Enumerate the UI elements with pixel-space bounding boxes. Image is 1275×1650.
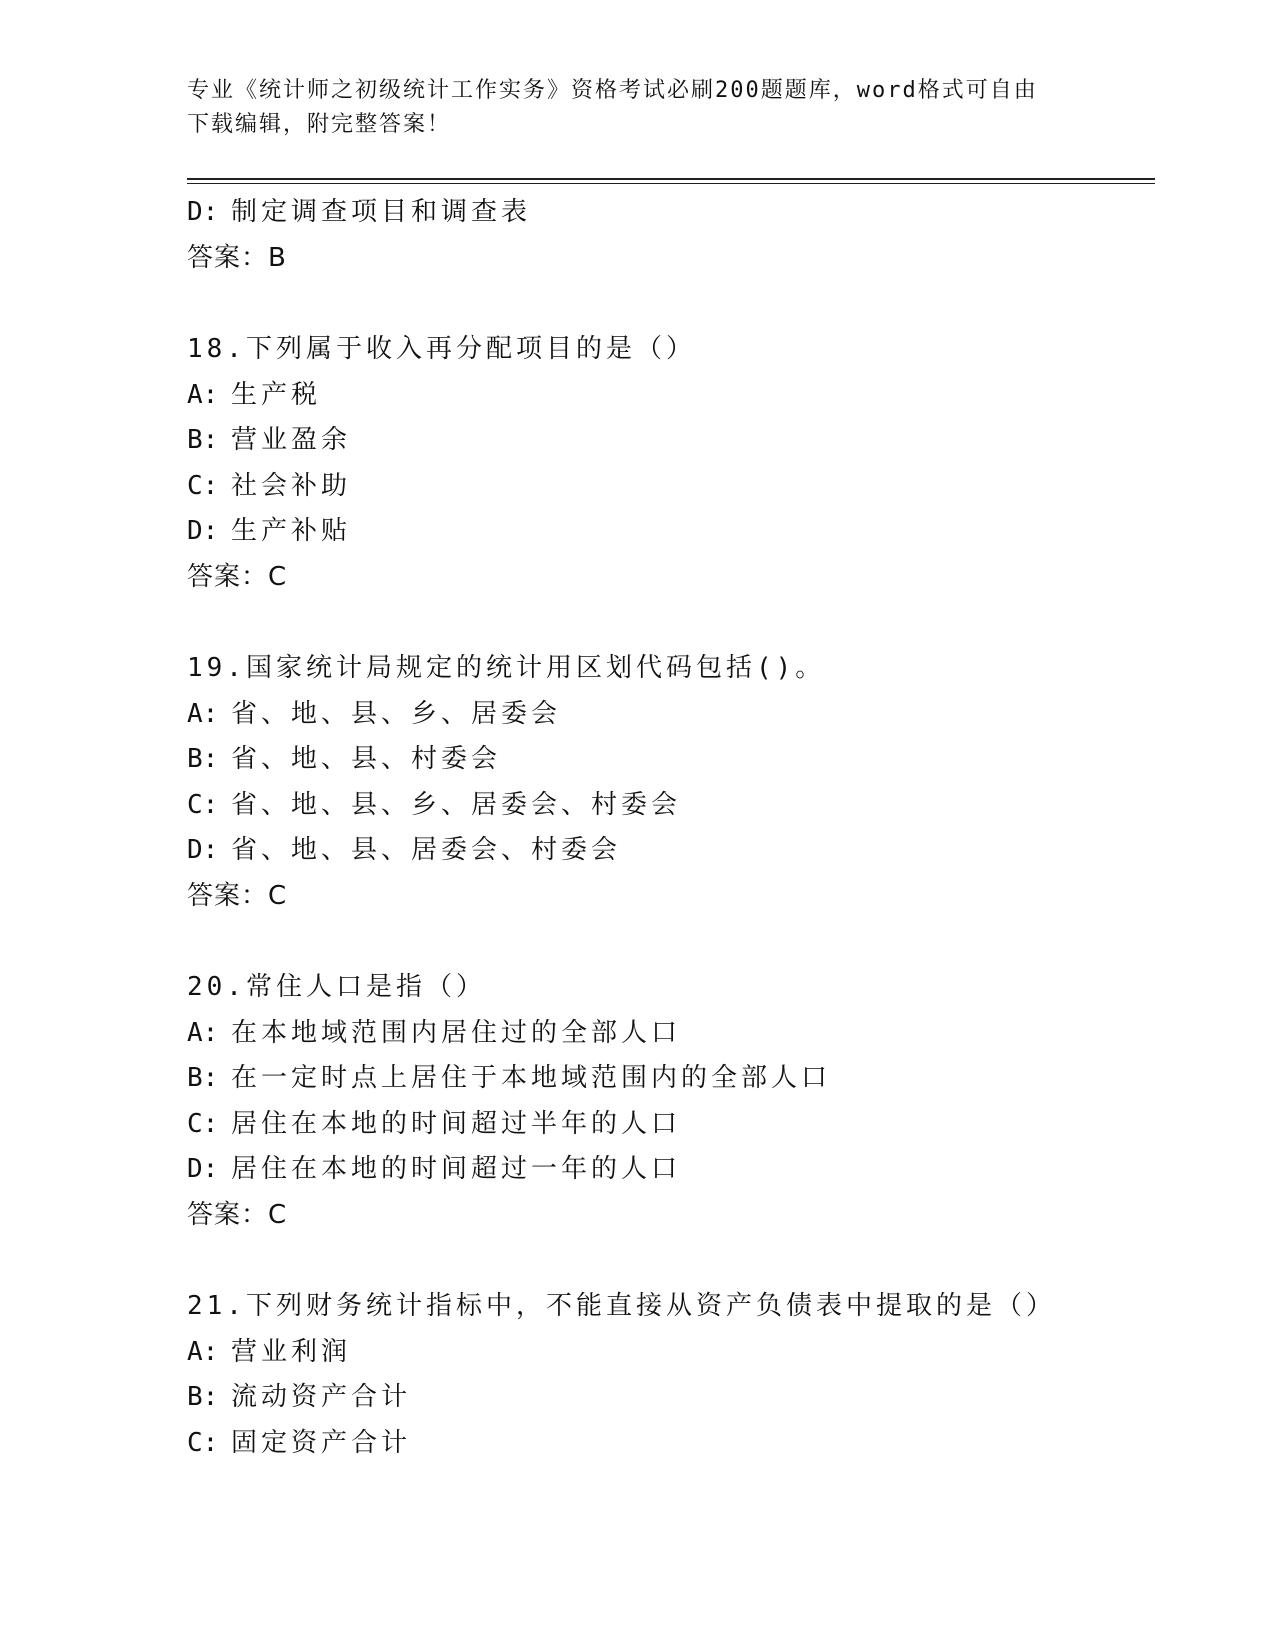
option-text: 营业利润: [231, 1336, 352, 1367]
option-text: 居住在本地的时间超过半年的人口: [231, 1108, 682, 1139]
option-d: [187, 828, 1155, 874]
option-text: 省、地、县、乡、居委会: [231, 698, 562, 729]
answer-line: 答案：C: [187, 880, 288, 911]
option-d: [187, 190, 1155, 236]
option-label: D:: [187, 1154, 219, 1184]
answer-line: 答案：C: [187, 1199, 288, 1230]
option-label: B:: [187, 1382, 219, 1412]
option-label: A:: [187, 379, 219, 410]
option-text: 居住在本地的时间超过一年的人口: [231, 1154, 682, 1184]
question-block-18: [187, 327, 1155, 600]
option-label: A:: [187, 698, 219, 729]
question-block-21: [187, 1284, 1155, 1466]
option-text: 营业盈余: [231, 425, 352, 455]
question-text: 20.常住人口是指（）: [187, 972, 486, 1002]
option-b: [187, 1375, 1155, 1421]
header-line-2: 下载编辑，附完整答案！: [187, 112, 452, 137]
header-divider-thick: [187, 178, 1155, 180]
option-label: C:: [187, 789, 219, 820]
option-a: [187, 692, 1155, 738]
question-block-20: [187, 965, 1155, 1238]
option-label: B:: [187, 744, 219, 774]
option-a: [187, 1011, 1155, 1057]
option-text: 生产补贴: [231, 516, 352, 546]
option-text: 在本地域范围内居住过的全部人口: [231, 1017, 682, 1048]
question-block-19: [187, 646, 1155, 919]
option-label: C:: [187, 470, 219, 501]
option-c: [187, 464, 1155, 510]
option-d: [187, 509, 1155, 555]
option-label: D:: [187, 835, 219, 865]
question-text: 19.国家统计局规定的统计用区划代码包括()。: [187, 653, 826, 683]
option-c: [187, 1421, 1155, 1467]
option-d: [187, 1147, 1155, 1193]
option-label: C:: [187, 1108, 219, 1139]
option-c: [187, 1102, 1155, 1148]
answer-line: 答案：B: [187, 242, 287, 273]
answer-line: 答案：C: [187, 561, 288, 592]
question-list: [187, 190, 1155, 1466]
header-divider-thin: [187, 183, 1155, 184]
header-line-1: 专业《统计师之初级统计工作实务》资格考试必刷200题题库，word格式可自由: [187, 78, 1038, 103]
option-label: A:: [187, 1336, 219, 1367]
option-b: [187, 737, 1155, 783]
option-a: [187, 1330, 1155, 1376]
option-label: D:: [187, 197, 219, 227]
option-text: 省、地、县、乡、居委会、村委会: [231, 789, 682, 820]
option-label: A:: [187, 1017, 219, 1048]
option-text: 生产税: [231, 379, 322, 410]
option-b: [187, 418, 1155, 464]
question-text: 18.下列属于收入再分配项目的是（）: [187, 334, 696, 364]
option-text: 在一定时点上居住于本地域范围内的全部人口: [231, 1063, 832, 1093]
question-text: 21.下列财务统计指标中，不能直接从资产负债表中提取的是（）: [187, 1291, 1056, 1321]
option-text: 固定资产合计: [231, 1427, 412, 1458]
option-text: 省、地、县、居委会、村委会: [231, 835, 622, 865]
option-label: B:: [187, 1063, 219, 1093]
option-label: B:: [187, 425, 219, 455]
option-b: [187, 1056, 1155, 1102]
option-label: C:: [187, 1427, 219, 1458]
option-a: [187, 373, 1155, 419]
option-text: 省、地、县、村委会: [231, 744, 502, 774]
option-text: 制定调查项目和调查表: [231, 197, 532, 227]
question-block-17: [187, 190, 1155, 281]
option-label: D:: [187, 516, 219, 546]
document-header: [187, 74, 1087, 142]
option-text: 社会补助: [231, 470, 352, 501]
option-text: 流动资产合计: [231, 1382, 412, 1412]
option-c: [187, 783, 1155, 829]
